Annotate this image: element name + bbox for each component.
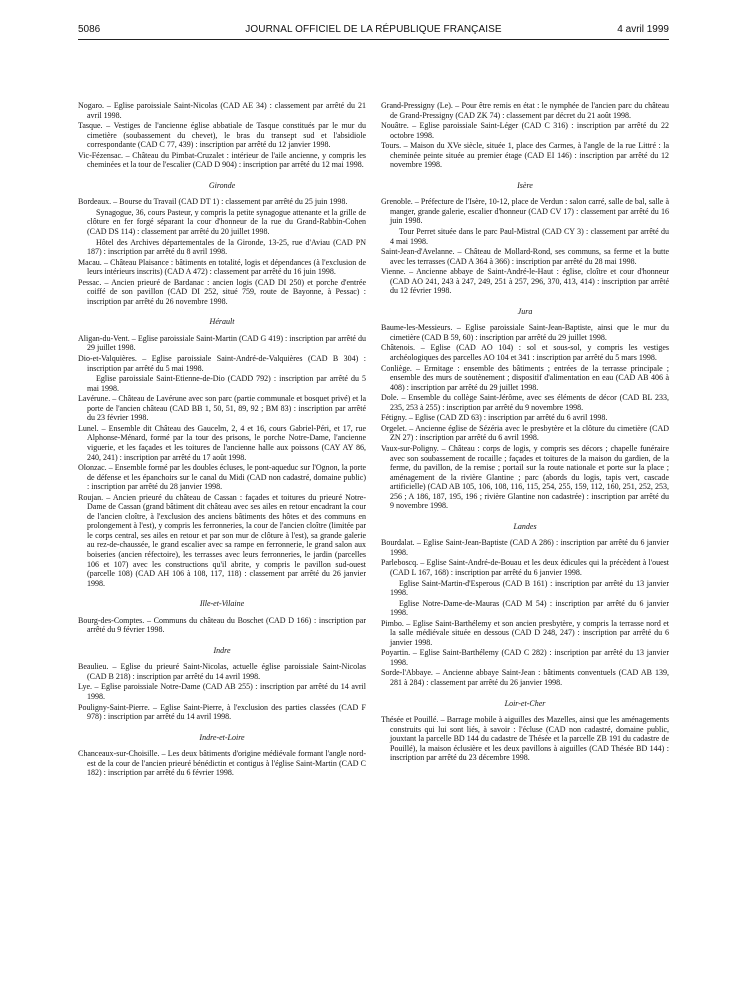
monument-entry: Grand-Pressigny (Le). – Pour être remis en état : le nymphée de l'ancien parc du château de Grand-Pressigny (CAD ZK 74) : classement par décret du 21 août 1998. bbox=[381, 101, 669, 120]
monument-entry: Baume-les-Messieurs. – Eglise paroissiale Saint-Jean-Baptiste, ainsi que le mur du cimetière (CAD B 59, 60) : inscription par arrêté du 29 juillet 1998. bbox=[381, 323, 669, 342]
monument-entry: Vic-Fézensac. – Château du Pimbat-Cruzalet : intérieur de l'aile ancienne, y compris les cheminées et la tour de l'escalier (CAD D 904) : inscription par arrêté du 12 mai 1998. bbox=[78, 150, 366, 170]
department-heading: Ille-et-Vilaine bbox=[199, 599, 245, 609]
department-heading: Hérault bbox=[209, 317, 235, 327]
monument-entry: Orgelet. – Ancienne église de Sézéria avec le presbytère et la clôture du cimetière (CAD ZN 27) : inscription par arrêté du 6 avril 1998. bbox=[381, 423, 669, 443]
monument-entry: Nouâtre. – Eglise paroissiale Saint-Léger (CAD C 316) : inscription par arrêté du 22 octobre 1998. bbox=[381, 121, 669, 140]
department-heading: Gironde bbox=[208, 180, 236, 190]
monument-entry: Pimbo. – Eglise Saint-Barthélemy et son ancien presbytère, y compris la terrasse nord et la salle médiévale située en dessous (CAD D 248, 247) : inscription par arrêté du 6 janvier 1998. bbox=[381, 618, 669, 647]
monument-entry: Tour Perret située dans le parc Paul-Mistral (CAD CY 3) : classement par arrêté du 4 mai 1998. bbox=[390, 227, 669, 246]
monument-entry: Sorde-l'Abbaye. – Ancienne abbaye Saint-Jean : bâtiments conventuels (CAD AB 139, 281 à 284) : classement par arrêté du 26 janvier 1998. bbox=[381, 668, 669, 687]
monument-entry: Roujan. – Ancien prieuré du château de Cassan : façades et toitures du prieuré Notre-Dame de Cassan (grand bâtiment dit château avec ses ailes en retour encadrant la cour de l'ancien cloître, à l'exclusion des anciens bâtiments des hôtes et des communs en prolongement à l'est), y compris les ferronneries, la cour de l'ancien cloître (limitée par le corps central, ses ailes en retour et par son mur de clôture à l'est), sa grande galerie au rez-de-chaussée, le grand escalier avec sa rampe en ferronnerie, le grand salon aux boiseries (ancien réfectoire), les terrasses avec leurs ferronneries, le jardin (parcelles 106 et 107) avec les constructions qu'il abrite, y compris le pavillon sud-ouest (parcelle 108) (CAD AH 106 à 108, 117, 118) : classement par arrêté du 26 janvier 1998. bbox=[78, 492, 366, 588]
issue-date: 4 avril 1999 bbox=[617, 24, 669, 35]
journal-title: JOURNAL OFFICIEL DE LA RÉPUBLIQUE FRANÇAISE bbox=[245, 24, 502, 35]
monument-entry: Beaulieu. – Eglise du prieuré Saint-Nicolas, actuelle église paroissiale Saint-Nicolas (CAD B 218) : inscription par arrêté du 14 avril 1998. bbox=[78, 662, 366, 681]
monument-entry: Saint-Jean-d'Avelanne. – Château de Mollard-Rond, ses communs, sa ferme et la butte avec les terrasses (CAD A 364 à 366) : inscription par arrêté du 28 mai 1998. bbox=[381, 247, 669, 266]
department-heading: Jura bbox=[517, 306, 533, 316]
monument-entry: Eglise Notre-Dame-de-Mauras (CAD M 54) : inscription par arrêté du 6 janvier 1998. bbox=[390, 598, 669, 618]
monument-entry: Olonzac. – Ensemble formé par les doubles écluses, le pont-aqueduc sur l'Ognon, la porte de défense et les épanchoirs sur le canal du Midi (CAD non cadastré, domaine public) : inscription par arrêté du 28 janvier 1998. bbox=[78, 463, 366, 492]
monument-entry: Pessac. – Ancien prieuré de Bardanac : ancien logis (CAD DI 250) et porche d'entrée coiffé de son pavillon (CAD DI 252, situé 759, route de Bayonne, à Pessac) : inscription par arrêté du 26 novembre 1998. bbox=[78, 277, 366, 306]
monument-entry: Chanceaux-sur-Choisille. – Les deux bâtiments d'origine médiévale formant l'angle nord-est de la cour de l'ancien prieuré bénédictin et contigus à l'église Saint-Martin (CAD C 182) : inscription par arrêté du 6 février 1998. bbox=[78, 749, 366, 778]
monument-entry: Bordeaux. – Bourse du Travail (CAD DT 1) : classement par arrêté du 25 juin 1998. bbox=[78, 197, 348, 207]
page-header bbox=[78, 24, 669, 40]
monument-entry: Aligan-du-Vent. – Eglise paroissiale Saint-Martin (CAD G 419) : inscription par arrêté du 29 juillet 1998. bbox=[78, 333, 366, 353]
monument-entry: Tasque. – Vestiges de l'ancienne église abbatiale de Tasque constitués par le mur du cimetière (soubassement du chevet), le bras du transept sud et l'absidiole correspondante (CAD C 77, 439) : inscription par arrêté du 12 janvier 1998. bbox=[78, 121, 366, 150]
monument-entry: Tours. – Maison du XVe siècle, située 1, place des Carmes, à l'angle de la rue Littré : la cheminée peinte située au premier étage (CAD EI 146) : inscription par arrêté du 12 novembre 1998. bbox=[381, 141, 669, 170]
monument-entry: Dio-et-Valquières. – Eglise paroissiale Saint-André-de-Valquières (CAD B 304) : inscription par arrêté du 5 mai 1998. bbox=[78, 354, 366, 373]
department-heading: Landes bbox=[513, 521, 537, 531]
left-column bbox=[78, 101, 366, 779]
monument-entry: Eglise Saint-Martin-d'Esperous (CAD B 161) : inscription par arrêté du 13 janvier 1998. bbox=[390, 578, 669, 598]
monument-entry: Conliège. – Ermitage : ensemble des bâtiments ; entrées de la terrasse principale ; ensemble des murs de soutènement ; dispositif d'alimentation en eau (CAD AB 406 à 408) : inscription par arrêté du 29 juillet 1998. bbox=[381, 363, 669, 392]
header-rule bbox=[78, 39, 669, 40]
monument-entry: Lunel. – Ensemble dit Château des Gaucelm, 2, 4 et 16, cours Gabriel-Péri, et 17, rue Alphonse-Ménard, formé par la tour des prisons, le porche Notre-Dame, l'ancienne viguerie, et les façades et les toitures de l'ancienne halle aux poissons (CAY AY 86, 240, 241) : inscription par arrêté du 17 août 1998. bbox=[78, 423, 366, 462]
monument-entry: Dole. – Ensemble du collège Saint-Jérôme, avec ses éléments de décor (CAD BL 233, 235, 253 à 255) : inscription par arrêté du 9 novembre 1998. bbox=[381, 393, 669, 412]
monument-entry: Bourg-des-Comptes. – Communs du château du Boschet (CAD D 166) : inscription par arrêté du 9 février 1998. bbox=[78, 615, 366, 635]
monument-entry: Hôtel des Archives départementales de la Gironde, 13-25, rue d'Aviau (CAD PN 187) : inscription par arrêté du 8 avril 1998. bbox=[87, 237, 366, 257]
monument-entry: Châtenois. – Eglise (CAD AO 104) : sol et sous-sol, y compris les vestiges archéologiques des parcelles AO 104 et 341 : inscription par arrêté du 5 mars 1998. bbox=[381, 343, 669, 363]
monument-entry: Pouligny-Saint-Pierre. – Eglise Saint-Pierre, à l'exclusion des parties classées (CAD F 978) : inscription par arrêté du 14 avril 1998. bbox=[78, 702, 366, 722]
monument-entry: Vaux-sur-Poligny. – Château : corps de logis, y compris ses décors ; chapelle funéraire avec son soubassement de rocaille ; façades et toitures de la maison du gardien, de la ferme, du pavillon, de la remise ; portail sur la route nationale et porte sur la place ; aménagement de la rivière Glantine ; parc (abords du logis, tapis vert, cascade artificielle) (CAD AB 105, 106, 108, 116, 115, 254, 255, 159, 112, 160, 251, 252, 253, 256 ; A 186, 187, 195, 196 ; rivière Glantine non cadastrée) : inscription par arrêté du 9 novembre 1998. bbox=[381, 443, 669, 511]
monument-entry: Grenoble. – Préfecture de l'Isère, 10-12, place de Verdun : salon carré, salle de bal, salle à manger, grande galerie, escalier d'honneur (CAD CV 17) : classement par arrêté du 16 juin 1998. bbox=[381, 197, 669, 226]
monument-entry: Macau. – Château Plaisance : bâtiments en totalité, logis et dépendances (à l'exclusion de leurs intérieurs inscrits) (CAD A 472) : classement par arrêté du 16 juin 1998. bbox=[78, 257, 366, 277]
department-heading: Indre bbox=[213, 645, 231, 655]
department-heading: Loir-et-Cher bbox=[504, 698, 546, 708]
department-heading: Isère bbox=[517, 180, 533, 190]
monument-entry: Synagogue, 36, cours Pasteur, y compris la petite synagogue attenante et la grille de clôture en fer forgé séparant la cour d'honneur de la rue du Grand-Rabbin-Cohen (CAD DS 114) : classement par arrêté du 20 juillet 1998. bbox=[87, 207, 366, 237]
monument-entry: Eglise paroissiale Saint-Etienne-de-Dio (CADD 792) : inscription par arrêté du 5 mai 1998. bbox=[87, 374, 366, 393]
monument-entry: Lye. – Eglise paroissiale Notre-Dame (CAD AB 255) : inscription par arrêté du 14 avril 1998. bbox=[78, 682, 366, 701]
monument-entry: Fétigny. – Eglise (CAD ZD 63) : inscription par arrêté du 6 avril 1998. bbox=[381, 413, 608, 423]
department-heading: Indre-et-Loire bbox=[199, 732, 245, 742]
page-number: 5086 bbox=[78, 24, 101, 35]
monument-entry: Lavérune. – Château de Lavérune avec son parc (partie communale et bosquet privé) et la porte de l'ancien château (CAD BB 1, 50, 51, 89, 92 ; BM 83) : inscription par arrêté du 23 février 1998. bbox=[78, 394, 366, 423]
monument-entry: Parleboscq. – Eglise Saint-André-de-Bouau et les deux édicules qui la précèdent à l'ouest (CAD L 167, 168) : inscription par arrêté du 6 janvier 1998. bbox=[381, 558, 669, 577]
monument-entry: Thésée et Pouillé. – Barrage mobile à aiguilles des Mazelles, ainsi que les aménagements construits qui lui sont liés, à savoir : l'écluse (CAD non cadastré, domaine public, jouxtant la parcelle BD 144 du cadastre de Thésée et la parcelle ZB 191 du cadastre de Pouillé), la maison éclusière et les deux pavillons à aiguilles (CAD Thésée BD 144) : inscription par arrêté du 23 décembre 1998. bbox=[381, 715, 669, 763]
monument-entry: Poyartin. – Eglise Saint-Barthélemy (CAD C 282) : inscription par arrêté du 13 janvier 1998. bbox=[381, 648, 669, 667]
monument-entry: Bourdalat. – Eglise Saint-Jean-Baptiste (CAD A 286) : inscription par arrêté du 6 janvier 1998. bbox=[381, 538, 669, 557]
monument-entry: Vienne. – Ancienne abbaye de Saint-André-le-Haut : église, cloître et cour d'honneur (CAD AO 241, 243 à 247, 249, 251 à 257, 296, 370, 413, 414) : inscription par arrêté du 12 février 1998. bbox=[381, 267, 669, 296]
right-column bbox=[381, 101, 669, 764]
monument-entry: Nogaro. – Eglise paroissiale Saint-Nicolas (CAD AE 34) : classement par arrêté du 21 avril 1998. bbox=[78, 101, 366, 120]
